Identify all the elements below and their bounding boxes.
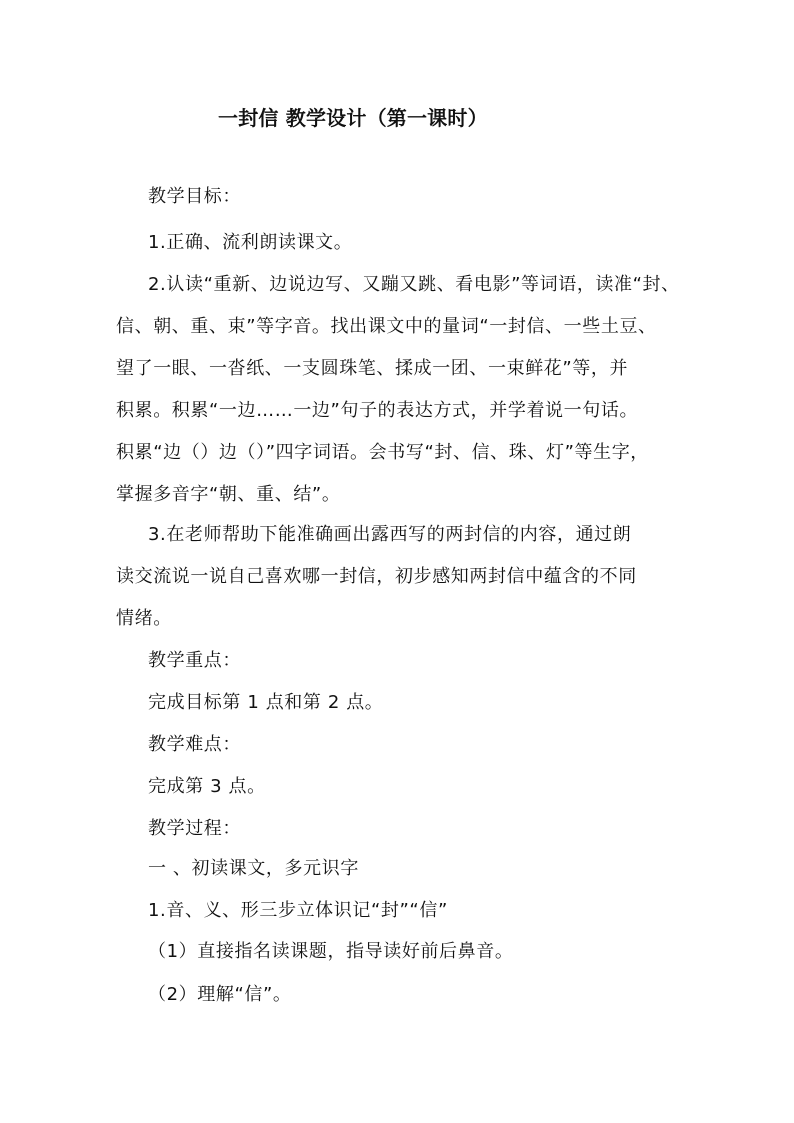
objective-1: 1.正确、流利朗读课文。 — [148, 232, 353, 253]
section-heading-difficulties: 教学难点： — [148, 734, 241, 755]
document-title: 一封信 教学设计（第一课时） — [218, 106, 488, 130]
section-heading-key-points: 教学重点： — [148, 650, 241, 671]
objective-3-line-1: 3.在老师帮助下能准确画出露西写的两封信的内容，通过朗 — [148, 524, 632, 545]
objective-3-line-2: 读交流说一说自己喜欢哪一封信，初步感知两封信中蕴含的不同 — [116, 566, 637, 587]
process-step-1-subitem-2: （2）理解“信”。 — [148, 984, 292, 1005]
objective-2-line-3: 望了一眼、一沓纸、一支圆珠笔、揉成一团、一束鲜花”等，并 — [116, 358, 629, 379]
objective-2-line-5: 积累“边（）边（）”四字词语。会书写“封、信、珠、灯”等生字， — [116, 442, 649, 463]
section-heading-process: 教学过程： — [148, 818, 241, 839]
objective-2-line-2: 信、朝、重、束”等字音。找出课文中的量词“一封信、一些土豆、 — [116, 316, 657, 337]
objective-2-line-6: 掌握多音字“朝、重、结”。 — [116, 484, 341, 505]
section-heading-objectives: 教学目标： — [148, 186, 241, 207]
process-step-1-subitem-1: （1）直接指名读课题，指导读好前后鼻音。 — [148, 941, 514, 962]
difficulties-text: 完成第 3 点。 — [148, 776, 266, 797]
objective-2-line-1: 2.认读“重新、边说边写、又蹦又跳、看电影”等词语，读准“封、 — [148, 274, 680, 295]
process-step-1: 一 、初读课文，多元识字 — [148, 858, 359, 879]
objective-3-line-3: 情绪。 — [116, 608, 172, 629]
objective-2-line-4: 积累。积累“一边……一边”句子的表达方式，并学着说一句话。 — [116, 400, 639, 421]
process-step-1-item-1: 1.音、义、形三步立体识记“封”“信” — [148, 900, 448, 921]
key-points-text: 完成目标第 1 点和第 2 点。 — [148, 692, 384, 713]
